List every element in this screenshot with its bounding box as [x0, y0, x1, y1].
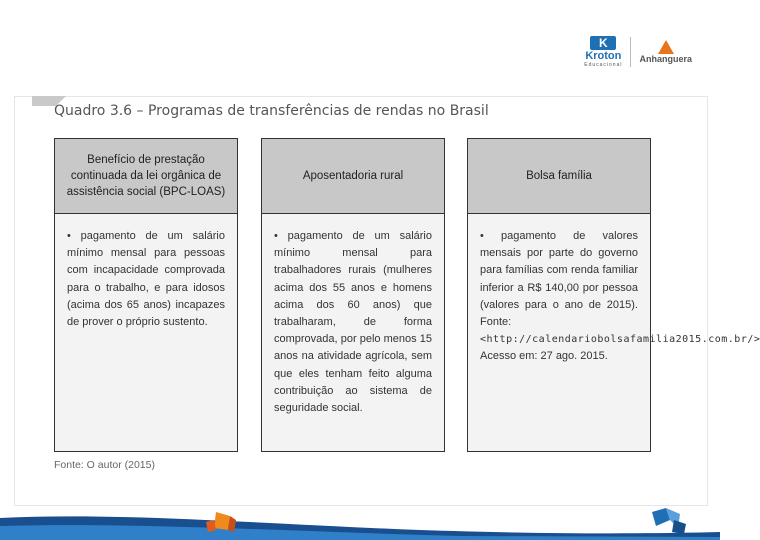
- header-logos: [584, 36, 692, 68]
- orange-cube-icon: [206, 510, 236, 536]
- kroton-logo: [584, 36, 622, 68]
- anhanguera-logo-text: Anhanguera: [639, 53, 692, 64]
- column-header: Bolsa família: [468, 139, 650, 214]
- column-body-access-date: Acesso em: 27 ago. 2015.: [480, 350, 608, 363]
- anhanguera-triangle-icon: [658, 40, 674, 54]
- column-body: [468, 214, 760, 366]
- column-body-text: • pagamento de valores mensais por parte do governo para famílias com renda familiar inferior a R$ 140,00 por pessoa (valores para o ano de 2015). Fonte:: [480, 230, 638, 329]
- source-url-link[interactable]: <http://calendariobolsafamilia2015.com.br/>: [480, 334, 760, 346]
- source-note: Fonte: O autor (2015): [54, 459, 155, 471]
- table-column-aposentadoria-rural: [261, 138, 445, 452]
- column-body: • pagamento de um salário mínimo mensal para trabalhadores rurais (mulheres acima dos 55 anos e homens acima dos 60 anos) que trabalharam, de forma comprovada, por pelo menos 15 anos na atividade agrícola, sem que eles tenham feito alguma contribuição ao sistema de seguridade social.: [274, 230, 432, 415]
- kroton-logo-subtext: Educacional: [584, 62, 623, 68]
- column-header: Aposentadoria rural: [262, 139, 444, 214]
- table-column-bpc-loas: [54, 138, 238, 452]
- kroton-k-icon: K: [590, 36, 616, 50]
- bottom-wave-decoration: [0, 504, 720, 540]
- table-column-bolsa-familia: [467, 138, 760, 452]
- column-body: • pagamento de um salário mínimo mensal para pessoas com incapacidade comprovada para o trabalho, e para idosos (acima dos 65 anos) incapazes de prover o próprio sustento.: [67, 230, 225, 329]
- kroton-logo-text: Kroton: [585, 50, 622, 62]
- blue-cube-icon: [646, 504, 690, 536]
- page-title: Quadro 3.6 – Programas de transferências de rendas no Brasil: [54, 103, 489, 119]
- anhanguera-logo: [639, 40, 692, 65]
- logo-divider: [630, 37, 631, 67]
- column-header: Benefício de prestação continuada da lei orgânica de assistência social (BPC-LOAS): [55, 139, 237, 214]
